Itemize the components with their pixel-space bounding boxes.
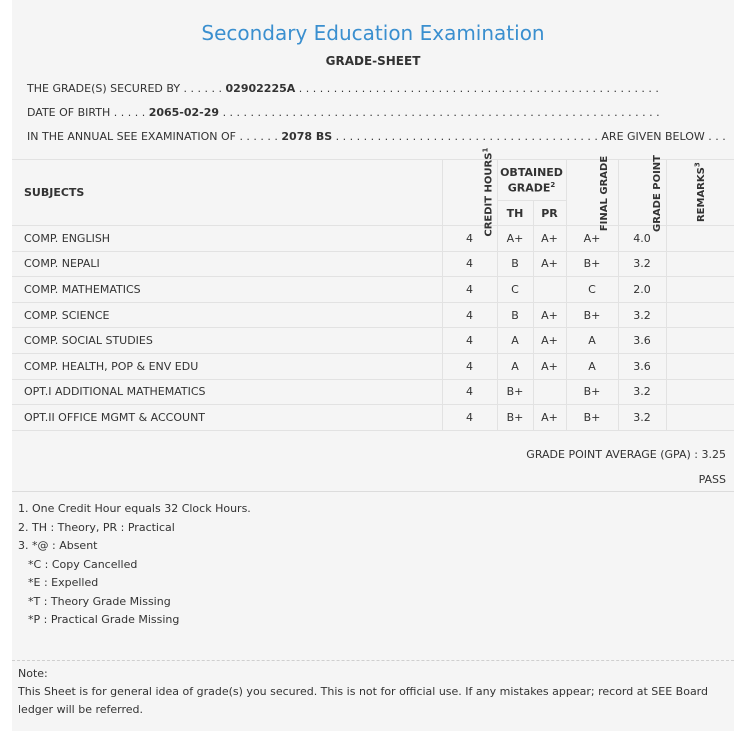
note-item: *T : Theory Grade Missing	[28, 594, 171, 608]
secured-by-dots: . . . . . . . . . . . . . . . . . . . . . . . . . . . . . . . . . . . . . . . . . . . . . . . . . . . .	[298, 82, 659, 95]
credit-cell: 4	[442, 328, 497, 354]
notes-list	[18, 500, 251, 630]
table-row	[12, 226, 734, 252]
grade-point-cell: 3.6	[618, 328, 666, 354]
dob-dots: . . . . . . . . . . . . . . . . . . . . . . . . . . . . . . . . . . . . . . . . . . . . . . . . . . . . . . . . . . . . . . .	[222, 106, 660, 119]
credit-cell: 4	[442, 277, 497, 303]
grade-point-cell: 4.0	[618, 226, 666, 252]
exam-line	[27, 130, 726, 143]
table-row	[12, 251, 734, 277]
sheet-subtitle: GRADE-SHEET	[325, 54, 421, 68]
subject-cell: COMP. SCIENCE	[12, 302, 442, 328]
remarks-cell	[666, 353, 734, 379]
th-cell: B+	[497, 379, 533, 405]
table-row	[12, 302, 734, 328]
secured-by-line	[27, 82, 659, 95]
table-row	[12, 328, 734, 354]
th-cell: A	[497, 328, 533, 354]
grades-table	[12, 148, 734, 431]
subject-cell: OPT.I ADDITIONAL MATHEMATICS	[12, 379, 442, 405]
remarks-cell	[666, 251, 734, 277]
header-obtained-grade: OBTAINED GRADE$^2$	[497, 160, 566, 201]
pr-cell	[533, 379, 566, 405]
credit-cell: 4	[442, 379, 497, 405]
grade-point-cell: 3.6	[618, 353, 666, 379]
grade-point-cell: 3.2	[618, 251, 666, 277]
dob-line	[27, 106, 660, 119]
grade-point-cell: 3.2	[618, 405, 666, 431]
note-item: *C : Copy Cancelled	[28, 557, 138, 571]
exam-dots: . . . . . . . . . . . . . . . . . . . . . . . . . . . . . . . . . . . . . . ARE GIVEN BELOW . . .	[335, 130, 726, 143]
credit-cell: 4	[442, 353, 497, 379]
exam-year: 2078 BS	[281, 130, 333, 143]
table-row	[12, 405, 734, 431]
pr-cell: A+	[533, 226, 566, 252]
subject-cell: COMP. SOCIAL STUDIES	[12, 328, 442, 354]
subject-cell: OPT.II OFFICE MGMT & ACCOUNT	[12, 405, 442, 431]
dob-label: DATE OF BIRTH . . . . .	[27, 106, 146, 119]
page-title: Secondary Education Examination	[201, 21, 545, 45]
subject-cell: COMP. MATHEMATICS	[12, 277, 442, 303]
remarks-cell	[666, 328, 734, 354]
th-cell: B	[497, 302, 533, 328]
credit-cell: 4	[442, 302, 497, 328]
final-grade-cell: B+	[566, 251, 618, 277]
result-status: PASS	[698, 473, 726, 486]
symbol-number: 02902225A	[225, 82, 296, 95]
footer-note-text: This Sheet is for general idea of grade(s) you secured. This is not for official use. If any mistakes appear; record at SEE Board ledger will be referred.	[18, 685, 708, 716]
table-row	[12, 379, 734, 405]
final-grade-cell: B+	[566, 405, 618, 431]
table-row	[12, 277, 734, 303]
note-item: *P : Practical Grade Missing	[28, 613, 180, 626]
grade-sheet-page	[12, 0, 734, 731]
final-grade-cell: A+	[566, 226, 618, 252]
final-grade-cell: A	[566, 328, 618, 354]
header-grade-point: GRADE POINT	[618, 160, 666, 226]
remarks-cell	[666, 277, 734, 303]
exam-label: IN THE ANNUAL SEE EXAMINATION OF . . . . . .	[27, 130, 278, 143]
gpa-label: GRADE POINT AVERAGE (GPA) : 3.25	[526, 448, 726, 461]
pr-cell: A+	[533, 353, 566, 379]
footer-divider	[12, 660, 734, 661]
final-grade-cell: B+	[566, 302, 618, 328]
th-cell: C	[497, 277, 533, 303]
th-cell: A+	[497, 226, 533, 252]
note-item: *E : Expelled	[28, 576, 99, 589]
header-credit-hours: CREDIT HOURS$^1$	[442, 160, 497, 226]
date-of-birth: 2065-02-29	[148, 106, 220, 119]
remarks-cell	[666, 379, 734, 405]
subject-cell: COMP. ENGLISH	[12, 226, 442, 252]
grade-point-cell: 3.2	[618, 302, 666, 328]
th-cell: B	[497, 251, 533, 277]
remarks-cell	[666, 405, 734, 431]
th-cell: B+	[497, 405, 533, 431]
pr-cell	[533, 277, 566, 303]
grade-point-cell: 2.0	[618, 277, 666, 303]
pr-cell: A+	[533, 251, 566, 277]
credit-cell: 4	[442, 226, 497, 252]
header-subjects: SUBJECTS	[12, 160, 442, 226]
final-grade-cell: B+	[566, 379, 618, 405]
header-final-grade: FINAL GRADE	[566, 160, 618, 226]
header-th: TH	[497, 201, 533, 226]
note-item: 1. One Credit Hour equals 32 Clock Hours.	[18, 502, 251, 515]
header-pr: PR	[533, 201, 566, 226]
final-grade-cell: C	[566, 277, 618, 303]
secured-by-label: THE GRADE(S) SECURED BY . . . . . .	[27, 82, 223, 95]
grade-point-cell: 3.2	[618, 379, 666, 405]
divider	[12, 491, 734, 492]
remarks-cell	[666, 302, 734, 328]
th-cell: A	[497, 353, 533, 379]
subject-cell: COMP. HEALTH, POP & ENV EDU	[12, 353, 442, 379]
final-grade-cell: A	[566, 353, 618, 379]
credit-cell: 4	[442, 405, 497, 431]
header-remarks: REMARKS$^3$	[666, 160, 734, 226]
table-header-row	[12, 160, 734, 201]
footer-note	[18, 665, 718, 719]
pr-cell: A+	[533, 328, 566, 354]
note-item: 3. *@ : Absent	[18, 539, 98, 552]
footer-note-label: Note:	[18, 667, 48, 680]
pr-cell: A+	[533, 405, 566, 431]
subject-cell: COMP. NEPALI	[12, 251, 442, 277]
table-row	[12, 353, 734, 379]
note-item: 2. TH : Theory, PR : Practical	[18, 520, 175, 534]
remarks-cell	[666, 226, 734, 252]
pr-cell: A+	[533, 302, 566, 328]
credit-cell: 4	[442, 251, 497, 277]
